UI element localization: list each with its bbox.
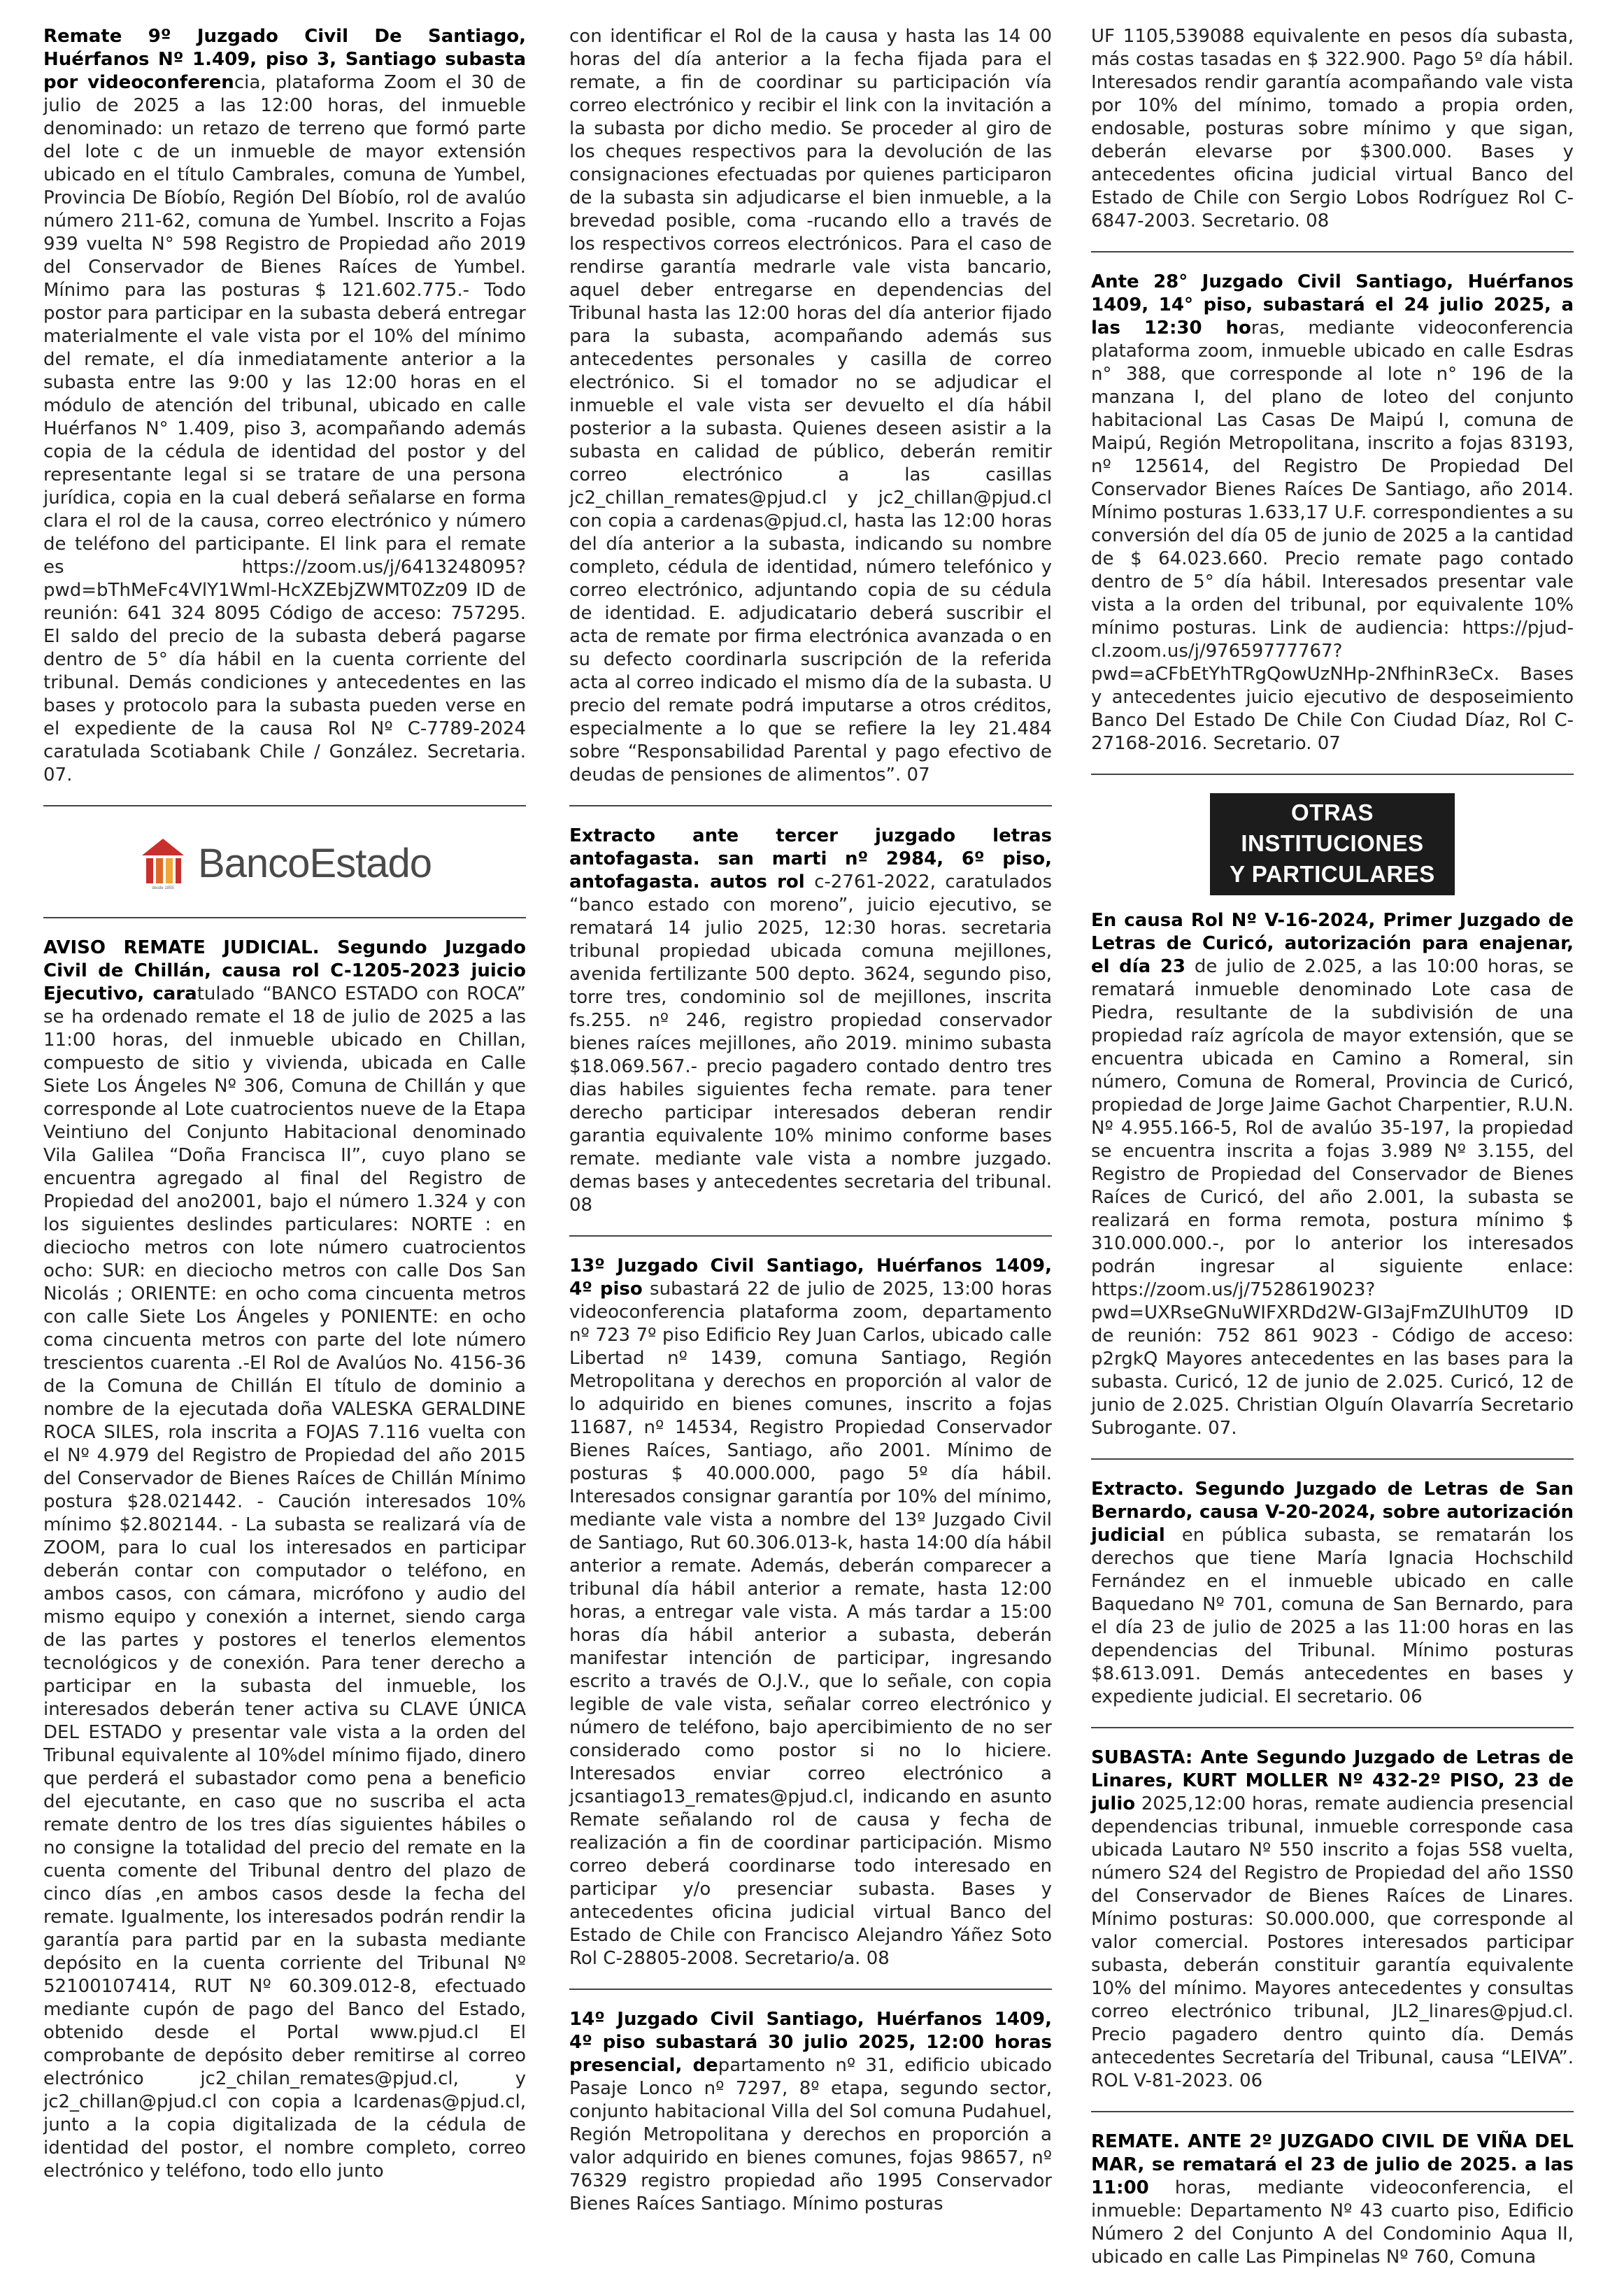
notice-lead: SUBASTA: Ante Segundo Juzgado de Letras de Linares, KURT MOLLER Nº 432-2º PISO, 23 de julio xyxy=(1091,1747,1574,1814)
notice-juzgado-chillan xyxy=(43,937,526,2183)
divider xyxy=(569,1989,1052,1990)
divider xyxy=(43,917,526,918)
notice-body: partamento nº 31, edificio ubicado Pasaje Lonco nº 7297, 8º etapa, segundo sector, conjunto habitacional Villa del Sol comuna Pudahuel, Región Metropolitana y derechos en proporción a valor adquirido en bienes comunes, fojas 98657, nº 76329 registro propiedad año 1995 Conservador Bienes Raíces Santiago. Mínimo posturas xyxy=(569,2055,1052,2214)
notice-curico xyxy=(1091,909,1574,1440)
notice-lead: Extracto. Segundo Juzgado de Letras de San Bernardo, causa V-20-2024, sobre autorización judicial xyxy=(1091,1479,1574,1546)
notice-lead: En causa Rol Nº V-16-2024, Primer Juzgado de Letras de Curicó, autorización para enajenar, el día 23 xyxy=(1091,910,1574,977)
notice-antofagasta xyxy=(569,825,1052,1217)
notice-body: 2025,12:00 horas, remate audiencia presencial dependencias tribunal, inmueble corresponde casa ubicada Lautaro Nº 550 inscrito a fojas 5S8 vuelta, número S24 del Registro de Propiedad del año 1SS0 del Conservador de Bienes Raíces de Linares. Mínimo posturas: S0.000.000, que corresponde al valor comercial. Postores interesados participar subasta, deberán constituir garantía equivalente 10% del mínimo. Mayores antecedentes y consultas correo electrónico tribunal, JL2_linares@pjud.cl. Precio pagadero dentro quinto día. Demás antecedentes Secretaría del Tribunal, causa “LEIVA”. ROL V-81-2023. 06 xyxy=(1091,1793,1574,2091)
notice-juzgado-28-santiago xyxy=(1091,271,1574,755)
divider xyxy=(1091,1458,1574,1460)
notice-lead: 13º Juzgado Civil Santiago, Huérfanos 1409, 4º piso xyxy=(569,1256,1052,1300)
column-1 xyxy=(43,25,526,2183)
notice-juzgado-14-continued: UF 1105,539088 equivalente en pesos día subasta, más costas tasadas en $ 322.900. Pago 5º día hábil. Interesados rendir garantía acompañando vale vista por 10% del mínimo, tomado a propia orden, endosable, posturas sobre mínimo y que sigan, deberán elevarse por $300.000. Bases y antecedentes oficina judicial virtual Banco del Estado de Chile con Sergio Lobos Rodríguez Rol C-6847-2003. Secretario. 08 xyxy=(1091,26,1574,232)
bancoestado-logo xyxy=(43,825,526,902)
divider xyxy=(1091,1727,1574,1728)
notice-chillan-continued: con identificar el Rol de la causa y hasta las 14 00 horas del día anterior a la fecha fijada para el remate, a fin de coordinar su participación vía correo electrónico y recibir el link con la invitación a la subasta por dicho medio. Se proceder al giro de los cheques respectivos para la devolución de las consignaciones efectuadas por quienes participaron de la subasta sin adjudicarse el bien inmueble, a la brevedad posible, coma -rucando ello a través de los respectivos correos electrónicos. Para el caso de rendirse garantía medrarle vale vista bancario, aquel deber entregarse en dependencias del Tribunal hasta las 12:00 horas del día anterior fijado para la subasta, acompañando además sus antecedentes personales y casilla de correo electrónico. Si el tomador no se adjudicar el inmueble el vale vista ser devuelto el día hábil posterior a la subasta. Quienes deseen asistir a la subasta en calidad de público, deberán remitir correo electrónico a las casillas jc2_chillan_remates@pjud.cl y jc2_chillan@pjud.cl con copia a cardenas@pjud.cl, hasta las 12:00 horas del día anterior a la subasta, indicando su nombre completo, cédula de identidad, número telefónico y correo electrónico, adjuntando copia de su cédula de identidad. E. adjudicatario deberá suscribir el acta de remate por firma electrónica avanzada o en su defecto coordinarla suscripción de la referida acta al correo indicado el mismo día de la subasta. U precio del remate podrá imputarse a otros créditos, especialmente a lo que se refiere la ley 21.484 sobre “Responsabilidad Parental y pago efectivo de deudas de pensiones de alimentos”. 07 xyxy=(569,26,1052,785)
notice-juzgado-13-santiago xyxy=(569,1255,1052,1970)
notice-lead: AVISO REMATE JUDICIAL. Segundo Juzgado Civil de Chillán, causa rol C-1205-2023 juicio Ejecutivo, cara xyxy=(43,937,526,1004)
bancoestado-mark-icon xyxy=(138,836,188,890)
section-header-line-2: Y PARTICULARES xyxy=(1230,861,1435,887)
notice-body: de julio de 2.025, a las 10:00 horas, se rematará inmueble denominado Lote casa de Piedra, resultante de la subdivisión de una propiedad raíz agrícola de mayor extensión, que se encuentra ubicada en Camino a Romeral, sin número, Comuna de Romeral, Provincia de Curicó, propiedad de Jorge Jaime Gachot Charpentier, R.U.N. Nº 4.955.166-5, Rol de avalúo 35-197, la propiedad se encuentra inscrita a fojas 3.989 Nº 3.155, del Registro de Propiedad del Conservador de Bienes Raíces de Curicó, del año 2.001, la subasta se realizará en forma remota, postura mínimo $ 310.000.000.-, por lo anterior los interesados podrán ingresar al siguiente enlace: https://zoom.us/j/7528619023?pwd=UXRseGNuWIFXRDd2W-GI3ajFmZUIhUT09 ID de reunión: 752 861 9023 - Código de acceso: p2rgkQ Mayores antecedentes en las bases para la subasta. Curicó, 12 de junio de 2.025. Curicó, 12 de junio de 2.025. Christian Olguín Olavarría Secretario Subrogante. 07. xyxy=(1091,956,1574,1439)
divider xyxy=(569,1235,1052,1237)
notice-lead: REMATE. ANTE 2º JUZGADO CIVIL DE VIÑA DEL MAR, se rematará el 23 de julio de 2025. a las 11:00 xyxy=(1091,2131,1574,2198)
notice-linares xyxy=(1091,1747,1574,2093)
notice-juzgado-9-santiago xyxy=(43,25,526,787)
notice-body: en pública subasta, se rematarán los derechos que tiene María Ignacia Hochschild Fernández en el inmueble ubicado en calle Baquedano Nº 701, comuna de San Bernardo, para el día 23 de julio de 2025 a las 11:00 horas en las dependencias del Tribunal. Mínimo posturas $8.613.091. Demás antecedentes en bases y expediente judicial. El secretario. 06 xyxy=(1091,1525,1574,1707)
notice-body: tulado “BANCO ESTADO con ROCA” se ha ordenado remate el 18 de julio de 2025 a las 11:00 horas, del inmueble ubicado en Chillan, compuesto de sitio y vivienda, ubicada en Calle Siete Los Ángeles Nº 306, Comuna de Chillán y que corresponde al Lote cuatrocientos nueve de la Etapa Veintiuno del Conjunto Habitacional denominado Vila Galilea “Doña Francisca II”, cuyo plano se encuentra agregado al final del Registro de Propiedad del ano2001, bajo el número 1.324 y con los siguientes deslindes particulares: NORTE : en dieciocho metros con lote número cuatrocientos ocho: SUR: en dieciocho metros con calle Dos San Nicolás ; ORIENTE: en ocho coma cincuenta metros con calle Siete Los Ángeles y PONIENTE: en ocho coma cincuenta metros con parte del lote número trescientos cuarenta .-El Rol de Avalúos No. 4156-36 de la Comuna de Chillán El título de dominio a nombre de la ejecutada doña VALESKA GERALDINE ROCA SILES, rola inscrita a FOJAS 7.116 vuelta con el Nº 4.979 del Registro de Propiedad del año 2015 del Conservador de Bienes Raíces de Chillán Mínimo postura $28.021442. - Caución interesados 10% mínimo $2.802144. - La subasta se realizará vía de ZOOM, para lo cual los interesados en participar deberán contar con computador o teléfono, en ambos casos, con cámara, micrófono y audio del mismo equipo y conexión a internet, siendo carga de las partes y postores el tenerlos elementos tecnológicos y de conexión. Para tener derecho a participar en la subasta del inmueble, los interesados deberán tener activa su CLAVE ÚNICA DEL ESTADO y presentar vale vista a la orden del Tribunal equivalente al 10%del mínimo fijado, dinero que perderá el subastador como pena a beneficio del ejecutante, en caso que no suscriba el acta remate dentro de los tres días siguientes hábiles o no consigne la totalidad del precio del remate en la cuenta comente del Tribunal dentro del plazo de cinco días ,en ambos casos desde la fecha del remate. Igualmente, los interesados podrán rendir la garantía para partid par en la subasta mediante depósito en la cuenta corriente del Tribunal Nº 52100107414, RUT Nº 60.309.012-8, efectuado mediante cupón de pago del Banco del Estado, obtenido desde el Portal www.pjud.cl El comprobante de depósito deber remitirse al correo electrónico jc2_chilan_remates@pjud.cl, y jc2_chillan@pjud.cl con copia a lcardenas@pjud.cl, junto a la copia digitalizada de la cédula de identidad del postor, el nombre completo, correo electrónico y teléfono, todo ello junto xyxy=(43,983,526,2182)
notice-san-bernardo xyxy=(1091,1478,1574,1709)
section-header-line-1: OTRAS INSTITUCIONES xyxy=(1241,799,1424,856)
divider xyxy=(43,805,526,806)
divider xyxy=(1091,251,1574,252)
notice-vina-del-mar xyxy=(1091,2131,1574,2269)
logo-tagline: desde 1855 xyxy=(152,886,174,890)
notice-lead: Ante 28° Juzgado Civil Santiago, Huérfanos 1409, 14° piso, subastará el 24 julio 2025, a las 12:30 ho xyxy=(1091,271,1574,339)
column-3 xyxy=(1091,25,1574,2269)
divider xyxy=(569,805,1052,806)
notice-juzgado-14-santiago xyxy=(569,2008,1052,2216)
notice-body: subastará 22 de julio de 2025, 13:00 horas videoconferencia plataforma zoom, departamento nº 723 7º piso Edificio Rey Juan Carlos, ubicado calle Libertad nº 1439, comuna Santiago, Región Metropolitana y derechos en proporción al valor de lo adquirido en bienes comunes, inscrito a fojas 11687, nº 14534, Registro Propiedad Conservador Bienes Raíces, Santiago, año 2001. Mínimo de posturas $ 40.000.000, pago 5º día hábil. Interesados consignar garantía por 10% del mínimo, mediante vale vista a nombre del 13º Juzgado Civil de Santiago, Rut 60.306.013-k, hasta 14:00 día hábil anterior a remate. Además, deberán comparecer a tribunal día hábil anterior a remate, hasta 12:00 horas, a entregar vale vista. A más tardar a 15:00 horas día hábil anterior a subasta, deberán manifestar intención de participar, ingresando escrito a través de O.J.V., que lo señale, con copia legible de vale vista, señalar correo electrónico y número de teléfono, bajo apercibimiento de no ser considerado como postor si no lo hiciere. Interesados enviar correo electrónico a jcsantiago13_remates@pjud.cl, indicando en asunto Remate señalando rol de causa y fecha de realización a fin de coordinar participación. Mismo correo deberá coordinarse todo interesado en participar y/o presenciar subasta. Bases y antecedentes oficina judicial virtual Banco del Estado de Chile con Francisco Alejandro Yáñez Soto Rol C-28805-2008. Secretario/a. 08 xyxy=(569,1279,1052,1969)
notice-body: cia, plataforma Zoom el 30 de julio de 2025 a las 12:00 horas, del inmueble denominado: un retazo de terreno que formó parte del lote c de un inmueble de mayor extensión ubicado en el título Cambrales, comuna de Yumbel, Provincia De Bíobío, Región Del Bíobío, rol de avalúo número 211-62, comuna de Yumbel. Inscrito a Fojas 939 vuelta N° 598 Registro de Propiedad año 2019 del Conservador de Bienes Raíces de Yumbel. Mínimo para las posturas $ 121.602.775.- Todo postor para participar en la subasta deberá entregar materialmente el vale vista por el 10% del mínimo del remate, el día inmediatamente anterior a la subasta entre las 9:00 y las 12:00 horas en el módulo de atención del tribunal, ubicado en calle Huérfanos N° 1.409, piso 3, acompañando además copia de la cédula de identidad del postor y del representante legal si se tratare de una persona jurídica, copia en la cual deberá señalarse en forma clara el rol de la causa, correo electrónico y número de teléfono del participante. El link para el remate es https://zoom.us/j/6413248095?pwd=bThMeFc4VlY1Wml-HcXZEbjZWMT0Zz09 ID de reunión: 641 324 8095 Código de acceso: 757295. El saldo del precio de la subasta deberá pagarse dentro de 5° día hábil en la cuenta corriente del tribunal. Demás condiciones y antecedentes en las bases y protocolo para la subasta pueden verse en el expediente de la causa Rol Nº C-7789-2024 caratulada Scotiabank Chile / González. Secretaria. 07. xyxy=(43,72,527,785)
notice-body: c-2761-2022, caratulados “banco estado con moreno”, juicio ejecutivo, se rematará 14 julio 2025, 12:30 horas. secretaria tribunal propiedad ubicada comuna mejillones, avenida fertilizante 500 depto. 3624, segundo piso, torre tres, condominio sol de mejillones, inscrita fs.255. nº 246, registro propiedad conservador bienes raíces mejillones, año 2019. minimo subasta $18.069.567.- precio pagadero contado dentro tres dias habiles siguientes fecha remate. para tener derecho participar interesados deberan rendir garantia equivalente 10% minimo conforme bases remate. mediante vale vista a nombre juzgado. demas bases y antecedentes secretaria del tribunal. 08 xyxy=(569,872,1052,1216)
notice-body: horas, mediante videoconferencia, el inmueble: Departamento Nº 43 cuarto piso, Edificio Número 2 del Conjunto A del Condominio Aqua II, ubicado en calle Las Pimpinelas Nº 760, Comuna xyxy=(1091,2177,1574,2268)
section-header-otras-instituciones xyxy=(1210,793,1455,895)
notice-body: ras, mediante videoconferencia plataforma zoom, inmueble ubicado en calle Esdras n° 388, que corresponde al lote n° 196 de la manzana I, del plano de loteo del conjunto habitacional Las Casas De Maipú I, comuna de Maipú, Región Metropolitana, inscrito a fojas 83193, nº 125614, del Registro De Propiedad Del Conservador Bienes Raíces De Santiago, año 2014. Mínimo posturas 1.633,17 U.F. correspondientes a su conversión del día 05 de junio de 2025 a la cantidad de $ 64.023.660. Precio remate pago contado dentro de 5° día hábil. Interesados presentar vale vista a la orden del tribunal, por equivalente 10% mínimo posturas. Link de audiencia: https://pjud-cl.zoom.us/j/97659777767?pwd=aCFbEtYhTRgQowUzNHp-2NfhinR3eCx. Bases y antecedentes juicio ejecutivo de desposeimiento Banco Del Estado De Chile Con Ciudad Díaz, Rol C-27168-2016. Secretario. 07 xyxy=(1091,318,1574,754)
divider xyxy=(1091,774,1574,775)
notice-lead: 14º Juzgado Civil Santiago, Huérfanos 1409, 4º piso subastará 30 julio 2025, 12:00 horas presencial, de xyxy=(569,2009,1052,2076)
logo-wordmark: BancoEstado xyxy=(197,840,432,886)
notice-lead: Remate 9º Juzgado Civil De Santiago, Huérfanos Nº 1.409, piso 3, Santiago subasta por videoconferen xyxy=(43,26,526,93)
column-2 xyxy=(569,25,1052,2216)
divider xyxy=(1091,2111,1574,2112)
notice-lead: Extracto ante tercer juzgado letras antofagasta. san marti nº 2984, 6º piso, antofagasta. autos rol xyxy=(569,825,1052,892)
